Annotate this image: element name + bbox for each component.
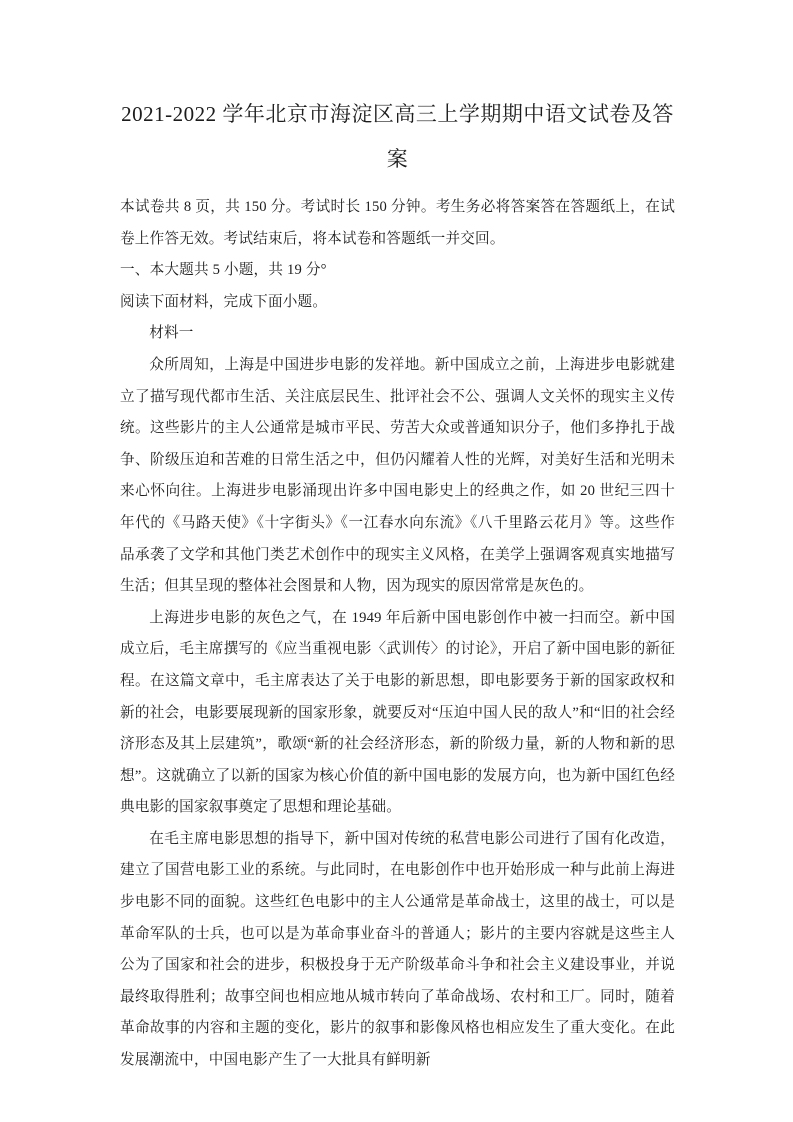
material-paragraph-1: 众所周知，上海是中国进步电影的发祥地。新中国成立之前，上海进步电影就建立了描写现代都市生活、关注底层民生、批评社会不公、强调人文关怀的现实主义传统。这些影片的主人公通常是城市平民、劳苦大众或普通知识分子，他们多挣扎于战争、阶级压迫和苦难的日常生活之中，但仍闪耀着人性的光辉，对美好生活和光明未来心怀向往。上海进步电影涌现出许多中国电影史上的经典之作，如 20 世纪三四十年代的《马路天使》《十字街头》《一江春水向东流》《八千里路云花月》等。这些作品承袭了文学和其他门类艺术创作中的现实主义风格，在美学上强调客观真实地描写生活；但其呈现的整体社会图景和人物，因为现实的原因常常是灰色的。 [120, 356, 675, 595]
exam-instructions: 本试卷共 8 页，共 150 分。考试时长 150 分钟。考生务必将答案答在答题纸上，在试卷上作答无效。考试结束后，将本试卷和答题纸一并交回。 [120, 199, 675, 247]
material-label: 材料一 [149, 325, 194, 342]
reading-instruction: 阅读下面材料，完成下面小题。 [120, 293, 328, 310]
material-paragraph-3: 在毛主席电影思想的指导下，新中国对传统的私营电影公司进行了国有化改造，建立了国营电影工业的系统。与此同时，在电影创作中也开始形成一种与此前上海进步电影不同的面貌。这些红色电影中的主人公通常是革命战士，这里的战士，可以是革命军队的士兵，也可以是为革命事业奋斗的普通人；影片的主要内容就是这些主人公为了国家和社会的进步，积极投身于无产阶级革命斗争和社会主义建设事业，并说最终取得胜利；故事空间也相应地从城市转向了革命战场、农村和工厂。同时，随着革命故事的内容和主题的变化，影片的叙事和影像风格也相应发生了重大变化。在此发展潮流中，中国电影产生了一大批具有鲜明新 [120, 830, 675, 1069]
material-paragraph-2: 上海进步电影的灰色之气，在 1949 年后新中国电影创作中被一扫而空。新中国成立后，毛主席撰写的《应当重视电影〈武训传〉的讨论》，开启了新中国电影的新征程。在这篇文章中，毛主席表达了关于电影的新思想，即电影要务于新的国家政权和新的社会，电影要展现新的国家形象，就要反对“压迫中国人民的敌人”和“旧的社会经济形态及其上层建筑”，歌颂“新的社会经济形态，新的阶级力量，新的人物和新的思想”。这就确立了以新的国家为核心价值的新中国电影的发展方向，也为新中国红色经典电影的国家叙事奠定了思想和理论基础。 [120, 609, 675, 816]
document-body [120, 192, 675, 1077]
section-heading: 一、本大题共 5 小题，共 19 分° [120, 262, 327, 279]
document-title: 2021-2022 学年北京市海淀区高三上学期期中语文试卷及答案 [121, 102, 674, 171]
